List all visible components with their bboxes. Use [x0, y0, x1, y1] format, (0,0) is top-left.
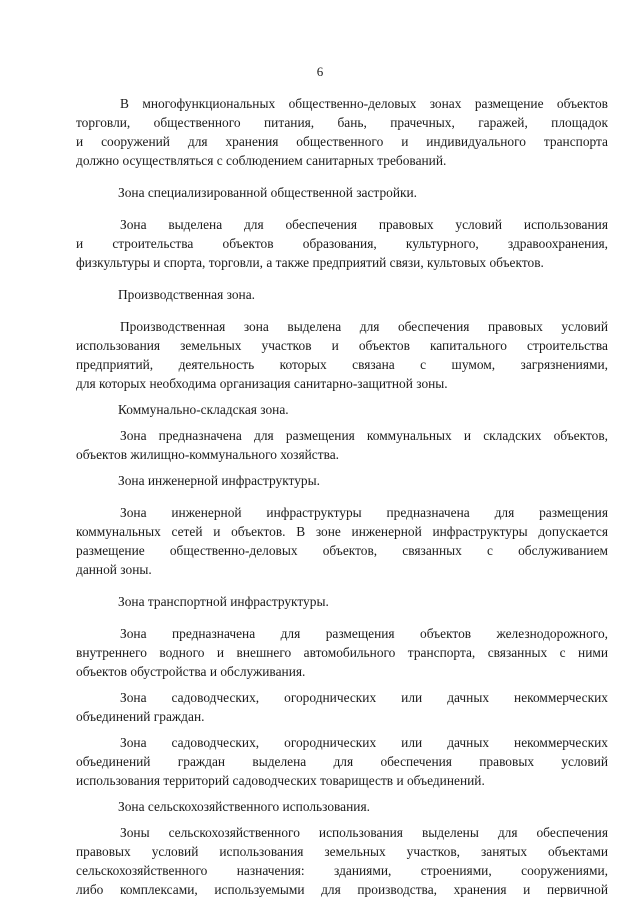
text-line: для которых необходима организация санитарно-защитной зоны. [76, 376, 448, 391]
paragraph [76, 733, 608, 790]
text-line: В многофункциональных общественно-деловых зонах размещение объектов [120, 96, 608, 111]
zone-heading: Зона инженерной инфраструктуры. [118, 473, 320, 488]
text-line: объединений граждан. [76, 709, 205, 724]
text-line: Зона предназначена для размещения коммунальных и складских объектов, [120, 428, 608, 443]
text-line: и сооружений для хранения общественного и индивидуального транспорта [76, 134, 608, 149]
text-line: и строительства объектов образования, культурного, здравоохранения, [76, 236, 608, 251]
text-line: физкультуры и спорта, торговли, а также предприятий связи, культовых объектов. [76, 255, 544, 270]
text-line: использования земельных участков и объектов капитального строительства [76, 338, 608, 353]
paragraph [76, 823, 608, 899]
page-number: 6 [316, 64, 324, 79]
zone-heading: Коммунально-складская зона. [118, 402, 289, 417]
text-line: Зона садоводческих, огороднических или дачных некоммерческих [120, 735, 608, 750]
text-line: размещение общественно-деловых объектов, связанных с обслуживанием [76, 543, 608, 558]
paragraph [76, 426, 608, 464]
text-line: торговли, общественного питания, бань, прачечных, гаражей, площадок [76, 115, 608, 130]
document-body [76, 94, 608, 899]
text-line: Зоны сельскохозяйственного использования выделены для обеспечения [120, 825, 608, 840]
paragraph [76, 503, 608, 579]
text-line: Зона предназначена для размещения объектов железнодорожного, [120, 626, 608, 641]
paragraph [76, 317, 608, 393]
text-line: должно осуществляться с соблюдением санитарных требований. [76, 153, 447, 168]
text-line: коммунальных сетей и объектов. В зоне инженерной инфраструктуры допускается [76, 524, 608, 539]
text-line: данной зоны. [76, 562, 152, 577]
zone-heading: Зона транспортной инфраструктуры. [118, 594, 329, 609]
paragraph [76, 624, 608, 681]
text-line: объектов жилищно-коммунального хозяйства. [76, 447, 340, 462]
text-line: Зона инженерной инфраструктуры предназначена для размещения [120, 505, 608, 520]
text-line: правовых условий использования земельных участков, занятых объектами [76, 844, 608, 859]
text-line: объединений граждан выделена для обеспечения правовых условий [76, 754, 608, 769]
text-line: Зона выделена для обеспечения правовых условий использования [120, 217, 608, 232]
paragraph [76, 94, 608, 170]
paragraph [76, 215, 608, 272]
zone-heading: Зона сельскохозяйственного использования. [118, 799, 370, 814]
text-line: объектов обустройства и обслуживания. [76, 664, 306, 679]
zone-heading: Производственная зона. [118, 287, 255, 302]
zone-heading: Зона специализированной общественной застройки. [118, 185, 418, 200]
text-line: Производственная зона выделена для обеспечения правовых условий [120, 319, 608, 334]
text-line: сельскохозяйственного назначения: зданиями, строениями, сооружениями, [76, 863, 608, 878]
text-line: использования территорий садоводческих товариществ и объединений. [76, 773, 485, 788]
text-line: предприятий, деятельность которых связана с шумом, загрязнениями, [76, 357, 608, 372]
text-line: внутреннего водного и внешнего автомобильного транспорта, связанных с ними [76, 645, 608, 660]
text-line: Зона садоводческих, огороднических или дачных некоммерческих [120, 690, 608, 705]
text-line: либо комплексами, используемыми для производства, хранения и первичной [76, 882, 608, 897]
paragraph [76, 688, 608, 726]
